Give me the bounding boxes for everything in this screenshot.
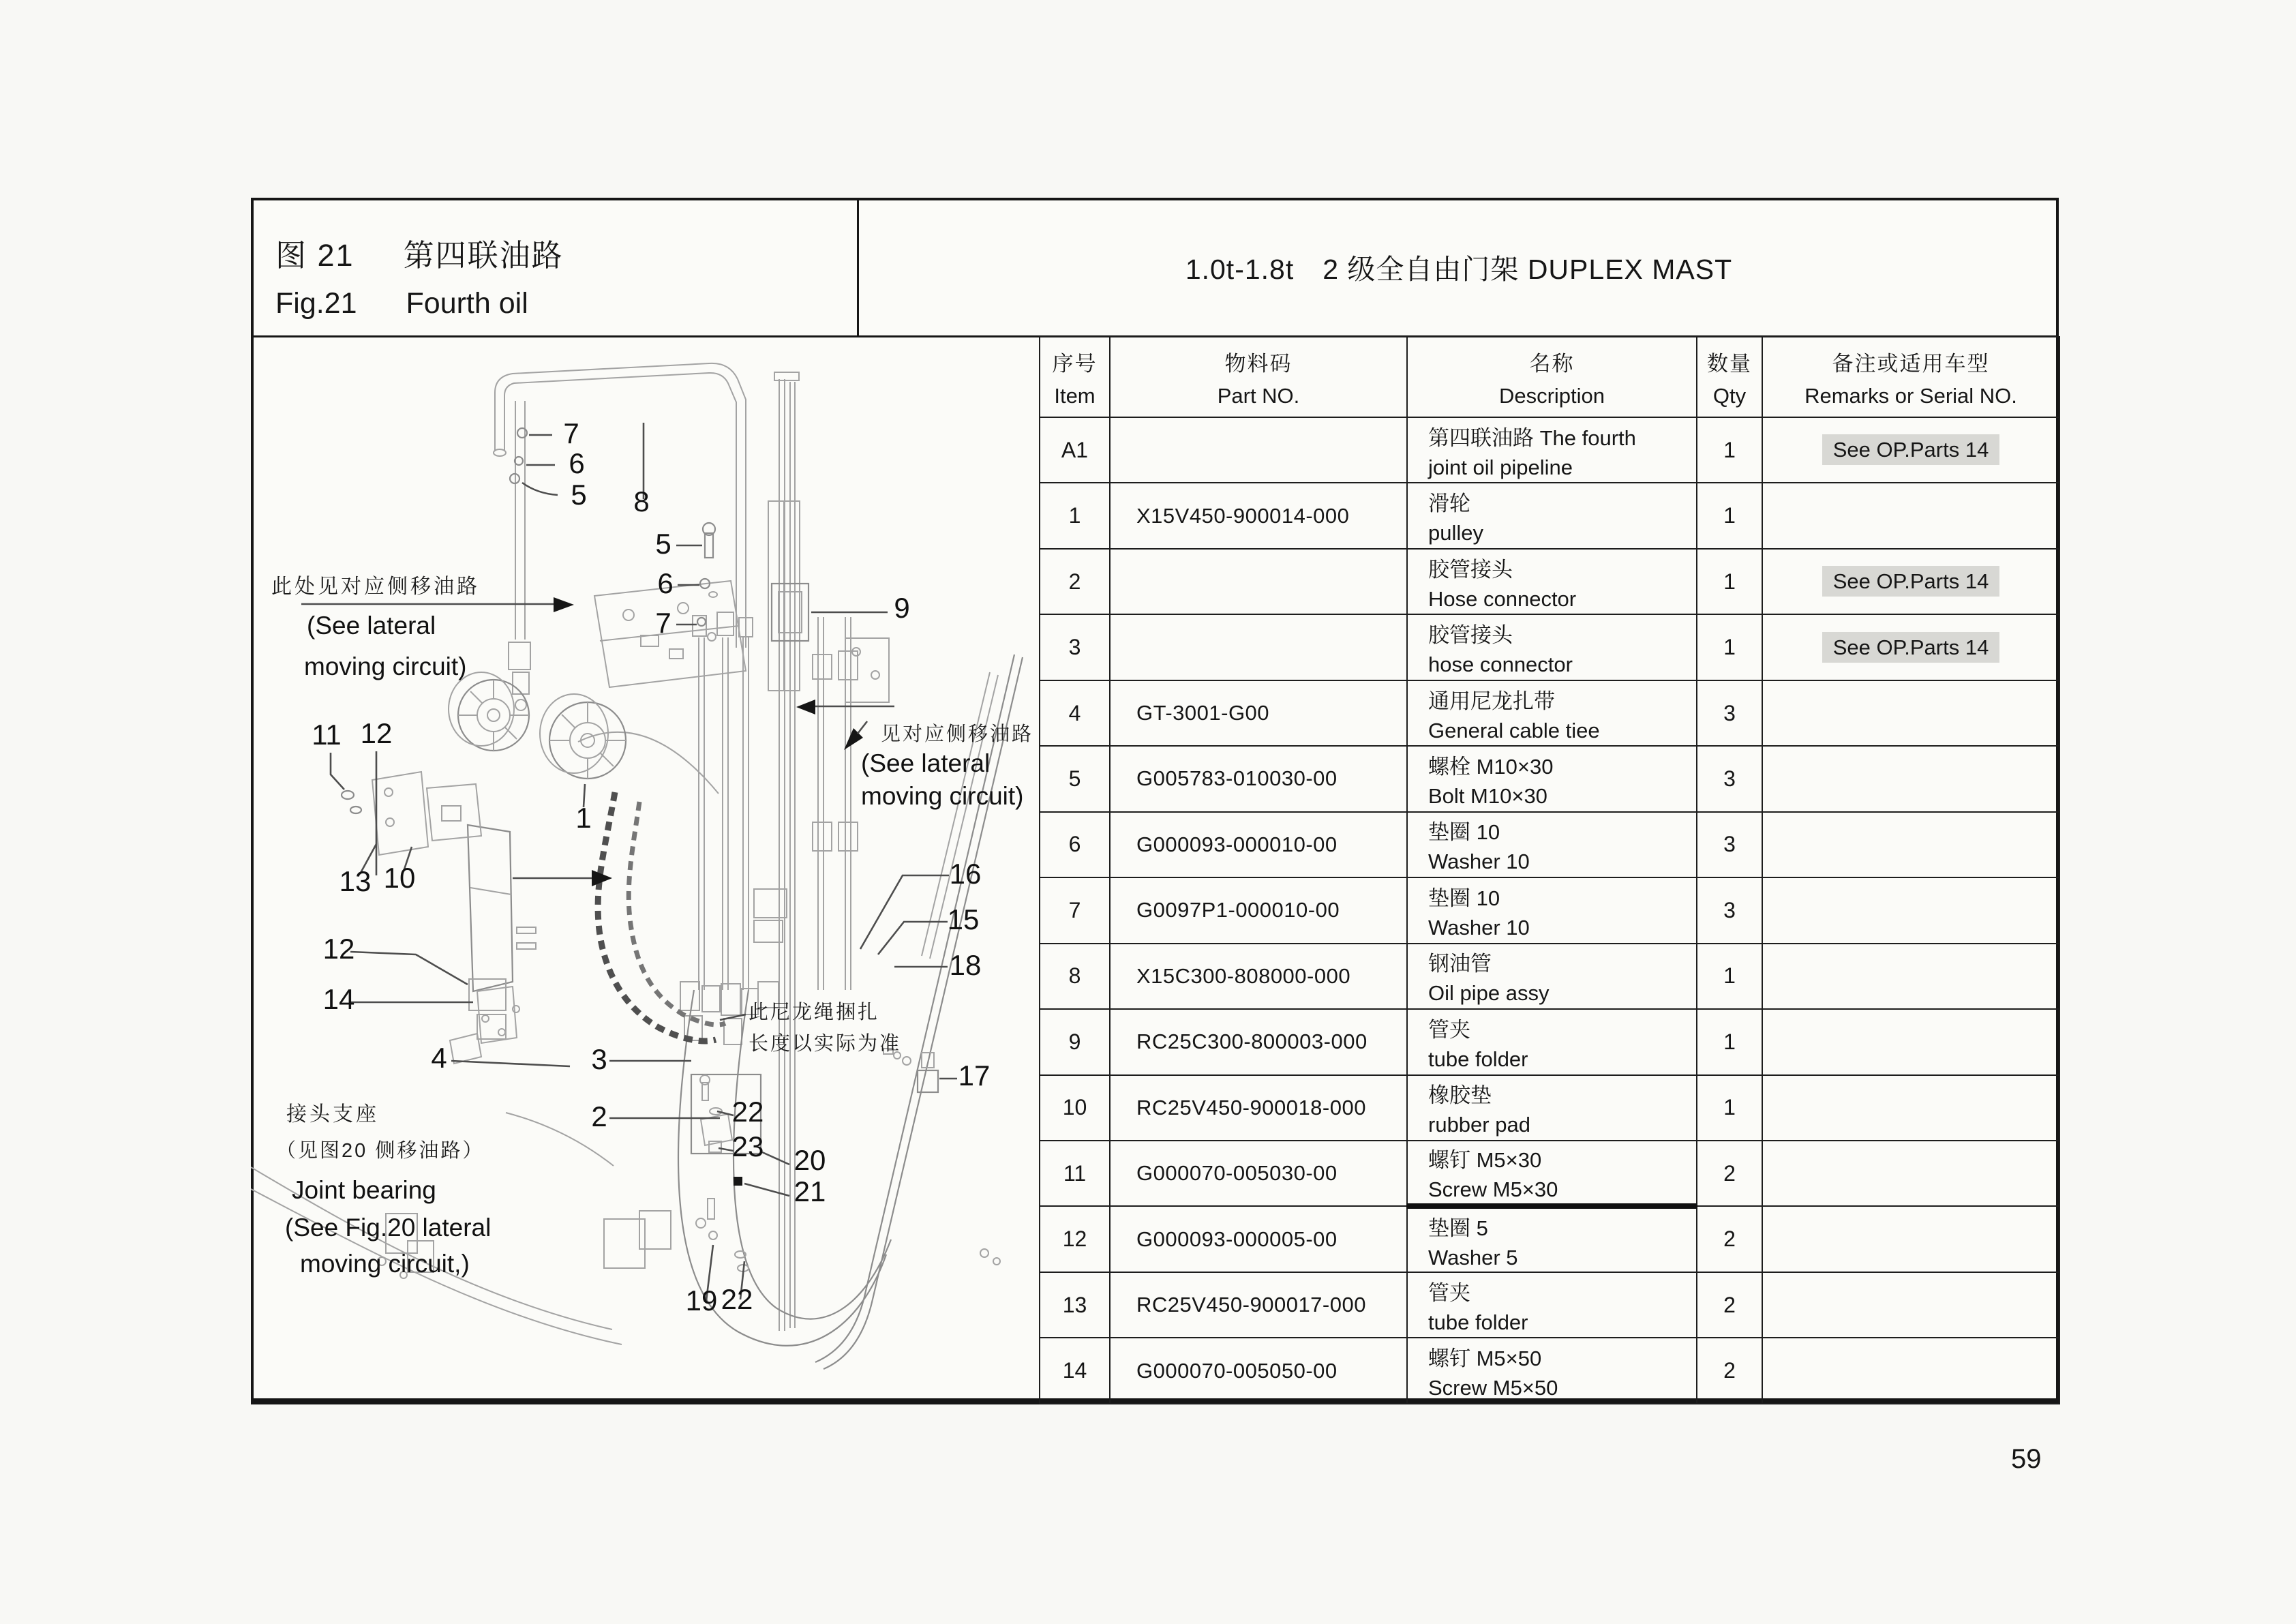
callout-left-en1: (See lateral — [307, 612, 436, 640]
arrow-left-icon — [796, 700, 815, 715]
table-row — [1040, 614, 2059, 680]
description-en: General cable tiee — [1428, 718, 1600, 742]
remark-cell — [1762, 614, 2059, 680]
part-callout-number: 2 — [591, 1100, 607, 1132]
item-cell: 14 — [1040, 1338, 1110, 1404]
description-en: joint oil pipeline — [1428, 455, 1573, 479]
col-remarks-cn: 备注或适用车型 — [1832, 351, 1990, 376]
item-cell: 7 — [1040, 877, 1110, 943]
nylon-note-line2: 长度以实际为准 — [749, 1033, 902, 1055]
remark-cell — [1762, 549, 2059, 614]
remark-cell — [1762, 812, 2059, 877]
item-cell: 13 — [1040, 1272, 1110, 1338]
description-cell — [1407, 812, 1697, 877]
col-remarks-en: Remarks or Serial NO. — [1804, 383, 2017, 408]
qty-cell: 1 — [1697, 1075, 1762, 1141]
remark-cell — [1762, 483, 2059, 548]
callout-left-en2: moving circuit) — [304, 652, 467, 680]
part-callout-number: 4 — [431, 1042, 447, 1074]
item-cell: 5 — [1040, 746, 1110, 811]
part-no-cell: RC25V450-900017-000 — [1110, 1272, 1407, 1338]
item-cell: 6 — [1040, 812, 1110, 877]
description-cn: 螺钉 M5×30 — [1428, 1148, 1542, 1173]
part-no-cell: G000093-000005-00 — [1110, 1206, 1407, 1272]
item-cell: 12 — [1040, 1206, 1110, 1272]
figure-name-en: Fourth oil — [406, 287, 528, 320]
description-cn: 垫圈 10 — [1428, 886, 1500, 910]
remark-cell — [1762, 680, 2059, 746]
header-band — [251, 198, 2059, 337]
part-no-cell: GT-3001-G00 — [1110, 680, 1407, 746]
part-callout-number: 22 — [721, 1283, 753, 1315]
qty-cell: 3 — [1697, 812, 1762, 877]
col-part-cn: 物料码 — [1224, 351, 1293, 376]
item-cell: 10 — [1040, 1075, 1110, 1141]
item-cell: 1 — [1040, 483, 1110, 548]
part-callout-number: 5 — [655, 528, 671, 560]
description-cell — [1407, 1272, 1697, 1338]
part-callout-number: 5 — [571, 479, 587, 511]
qty-cell: 1 — [1697, 417, 1762, 483]
description-en: Screw M5×50 — [1428, 1376, 1558, 1400]
qty-cell: 2 — [1697, 1338, 1762, 1404]
part-callout-number: 9 — [894, 592, 910, 624]
figure-number-cn: 图 21 — [275, 238, 354, 273]
item-cell: 2 — [1040, 549, 1110, 614]
part-callout-number: 6 — [657, 567, 674, 599]
figure-title-en — [275, 287, 857, 320]
col-desc-en: Description — [1498, 383, 1605, 408]
callout-right-en1: (See lateral — [861, 749, 991, 777]
description-cn: 螺栓 M10×30 — [1428, 754, 1554, 779]
item-cell: 8 — [1040, 944, 1110, 1009]
item-cell: A1 — [1040, 417, 1110, 483]
description-cell — [1407, 483, 1697, 548]
remark-cell — [1762, 1075, 2059, 1141]
description-cell — [1407, 549, 1697, 614]
table-row — [1040, 680, 2059, 746]
description-en: rubber pad — [1428, 1113, 1530, 1137]
callout-left-cn: 此处见对应侧移油路 — [271, 575, 480, 598]
description-cn: 胶管接头 — [1428, 557, 1513, 582]
remark-cell — [1762, 1009, 2059, 1074]
part-no-cell: X15V450-900014-000 — [1110, 483, 1407, 548]
remark-cell — [1762, 944, 2059, 1009]
figure-title-box — [251, 198, 859, 335]
description-cell — [1407, 1206, 1697, 1272]
col-description — [1407, 337, 1697, 417]
description-cn: 第四联油路 The fourth — [1428, 425, 1636, 450]
model-title: 1.0t-1.8t 2 级全自由门架 DUPLEX MAST — [1185, 253, 1733, 285]
part-callout-number: 18 — [949, 949, 982, 981]
part-callout-number: 1 — [575, 802, 592, 834]
joint-bearing-cn1: 接头支座 — [286, 1103, 379, 1126]
remark-cell — [1762, 877, 2059, 943]
qty-cell: 3 — [1697, 746, 1762, 811]
part-callout-number: 22 — [731, 1096, 764, 1128]
qty-cell: 2 — [1697, 1272, 1762, 1338]
description-cell — [1407, 1075, 1697, 1141]
part-no-cell — [1110, 549, 1407, 614]
description-en: tube folder — [1428, 1310, 1528, 1334]
table-row — [1040, 1075, 2059, 1141]
part-callout-number: 7 — [563, 417, 579, 449]
part-no-cell: RC25C300-800003-000 — [1110, 1009, 1407, 1074]
part-callout-number: 12 — [360, 717, 393, 749]
part-callout-number: 16 — [949, 858, 982, 890]
col-part-en: Part NO. — [1217, 383, 1300, 408]
description-en: pulley — [1428, 521, 1483, 545]
table-row — [1040, 944, 2059, 1009]
qty-cell: 1 — [1697, 549, 1762, 614]
remark-cell — [1762, 746, 2059, 811]
table-row — [1040, 746, 2059, 811]
remark-cell — [1762, 1272, 2059, 1338]
col-qty-cn: 数量 — [1707, 351, 1752, 376]
remark-cell — [1762, 1141, 2059, 1206]
qty-cell: 3 — [1697, 877, 1762, 943]
table-row — [1040, 1141, 2059, 1206]
description-en: hose connector — [1428, 652, 1573, 677]
part-callout-number: 23 — [731, 1130, 764, 1162]
part-callout-number: 8 — [633, 485, 650, 517]
part-callout-number: 19 — [685, 1284, 718, 1317]
part-callout-number: 7 — [655, 607, 671, 639]
description-en: Washer 5 — [1428, 1245, 1518, 1269]
parts-table-header — [1040, 337, 2059, 417]
description-cell — [1407, 417, 1697, 483]
part-no-cell: X15C300-808000-000 — [1110, 944, 1407, 1009]
remark-cell — [1762, 1338, 2059, 1404]
part-callout-number: 13 — [339, 865, 372, 897]
part-no-cell: G000093-000010-00 — [1110, 812, 1407, 877]
description-cn: 胶管接头 — [1428, 623, 1513, 648]
part-callout-number: 12 — [322, 933, 355, 965]
col-remarks — [1762, 337, 2059, 417]
arrow-right-icon — [554, 597, 574, 612]
description-cn: 钢油管 — [1428, 952, 1492, 976]
description-cn: 管夹 — [1428, 1017, 1470, 1042]
part-callout-number: 17 — [958, 1059, 991, 1092]
qty-cell: 1 — [1697, 1009, 1762, 1074]
description-cell — [1407, 944, 1697, 1009]
description-en: Screw M5×30 — [1428, 1177, 1558, 1202]
col-item — [1040, 337, 1110, 417]
page-number: 59 — [2011, 1444, 2042, 1474]
joint-bearing-en2: (See Fig.20 lateral — [285, 1214, 492, 1242]
qty-cell: 1 — [1697, 614, 1762, 680]
figure-title-cn — [275, 230, 857, 275]
part-callout-number: 6 — [569, 447, 585, 479]
table-row — [1040, 549, 2059, 614]
remark-cell — [1762, 417, 2059, 483]
joint-bearing-en1: Joint bearing — [292, 1176, 436, 1204]
figure-number-en: Fig.21 — [275, 287, 357, 320]
table-row — [1040, 877, 2059, 943]
model-title-box — [859, 198, 2059, 335]
col-qty — [1697, 337, 1762, 417]
parts-table-body — [1040, 417, 2059, 1404]
part-callout-number: 15 — [947, 903, 980, 935]
parts-table — [1039, 336, 2060, 1404]
callout-right-en2: moving circuit) — [861, 782, 1024, 810]
remark-text: See OP.Parts 14 — [1822, 434, 2000, 465]
item-cell: 9 — [1040, 1009, 1110, 1074]
table-row — [1040, 1272, 2059, 1338]
item-cell: 11 — [1040, 1141, 1110, 1206]
description-cell — [1407, 1009, 1697, 1074]
description-cell — [1407, 614, 1697, 680]
description-cell — [1407, 680, 1697, 746]
description-cell — [1407, 877, 1697, 943]
remark-text: See OP.Parts 14 — [1822, 632, 2000, 663]
part-callout-number: 14 — [322, 983, 355, 1015]
col-part-no — [1110, 337, 1407, 417]
joint-bearing-en3: moving circuit,) — [300, 1250, 470, 1278]
description-en: Washer 10 — [1428, 915, 1530, 939]
description-cn: 橡胶垫 — [1428, 1083, 1492, 1108]
pulley-icon — [449, 672, 626, 779]
col-item-cn: 序号 — [1052, 351, 1098, 376]
qty-cell: 2 — [1697, 1206, 1762, 1272]
col-desc-cn: 名称 — [1529, 351, 1575, 376]
description-cn: 螺钉 M5×50 — [1428, 1347, 1542, 1371]
part-callout-number: 20 — [794, 1144, 826, 1176]
table-row — [1040, 812, 2059, 877]
nylon-note-line1: 此尼龙绳捆扎 — [749, 1002, 880, 1023]
exploded-diagram — [251, 336, 1039, 1403]
description-en: Hose connector — [1428, 586, 1577, 611]
table-row — [1040, 417, 2059, 483]
callout-right-cn: 见对应侧移油路 — [881, 723, 1034, 745]
part-no-cell: G0097P1-000010-00 — [1110, 877, 1407, 943]
qty-cell: 1 — [1697, 483, 1762, 548]
description-en: Bolt M10×30 — [1428, 783, 1547, 808]
description-cell — [1407, 1141, 1697, 1206]
table-row — [1040, 1009, 2059, 1074]
joint-bearing-cn2: （见图20 侧移油路） — [276, 1140, 485, 1162]
description-cell — [1407, 1338, 1697, 1404]
description-en: tube folder — [1428, 1047, 1528, 1071]
item-cell: 3 — [1040, 614, 1110, 680]
description-en: Washer 10 — [1428, 849, 1530, 874]
part-callout-number: 11 — [312, 719, 342, 751]
qty-cell: 1 — [1697, 944, 1762, 1009]
remark-cell — [1762, 1206, 2059, 1272]
remark-text: See OP.Parts 14 — [1822, 566, 2000, 597]
part-no-cell: G000070-005030-00 — [1110, 1141, 1407, 1206]
description-cn: 通用尼龙扎带 — [1428, 689, 1555, 713]
table-row — [1040, 1206, 2059, 1272]
part-no-cell: RC25V450-900018-000 — [1110, 1075, 1407, 1141]
description-cn: 滑轮 — [1428, 492, 1470, 516]
part-no-cell: G000070-005050-00 — [1110, 1338, 1407, 1404]
description-cn: 垫圈 10 — [1428, 820, 1500, 845]
part-callout-number: 10 — [383, 862, 416, 894]
item-cell: 4 — [1040, 680, 1110, 746]
part-no-cell — [1110, 417, 1407, 483]
description-cell — [1407, 746, 1697, 811]
description-cn: 管夹 — [1428, 1280, 1470, 1305]
description-en: Oil pipe assy — [1428, 981, 1550, 1006]
col-qty-en: Qty — [1712, 383, 1747, 408]
col-item-en: Item — [1054, 383, 1096, 408]
part-no-cell: G005783-010030-00 — [1110, 746, 1407, 811]
part-callout-number: 3 — [591, 1043, 607, 1075]
description-cn: 垫圈 5 — [1428, 1216, 1488, 1240]
table-row — [1040, 1338, 2059, 1404]
table-row — [1040, 483, 2059, 548]
qty-cell: 3 — [1697, 680, 1762, 746]
part-callout-number: 21 — [794, 1175, 826, 1207]
part-no-cell — [1110, 614, 1407, 680]
qty-cell: 2 — [1697, 1141, 1762, 1206]
figure-name-cn: 第四联油路 — [403, 238, 564, 273]
